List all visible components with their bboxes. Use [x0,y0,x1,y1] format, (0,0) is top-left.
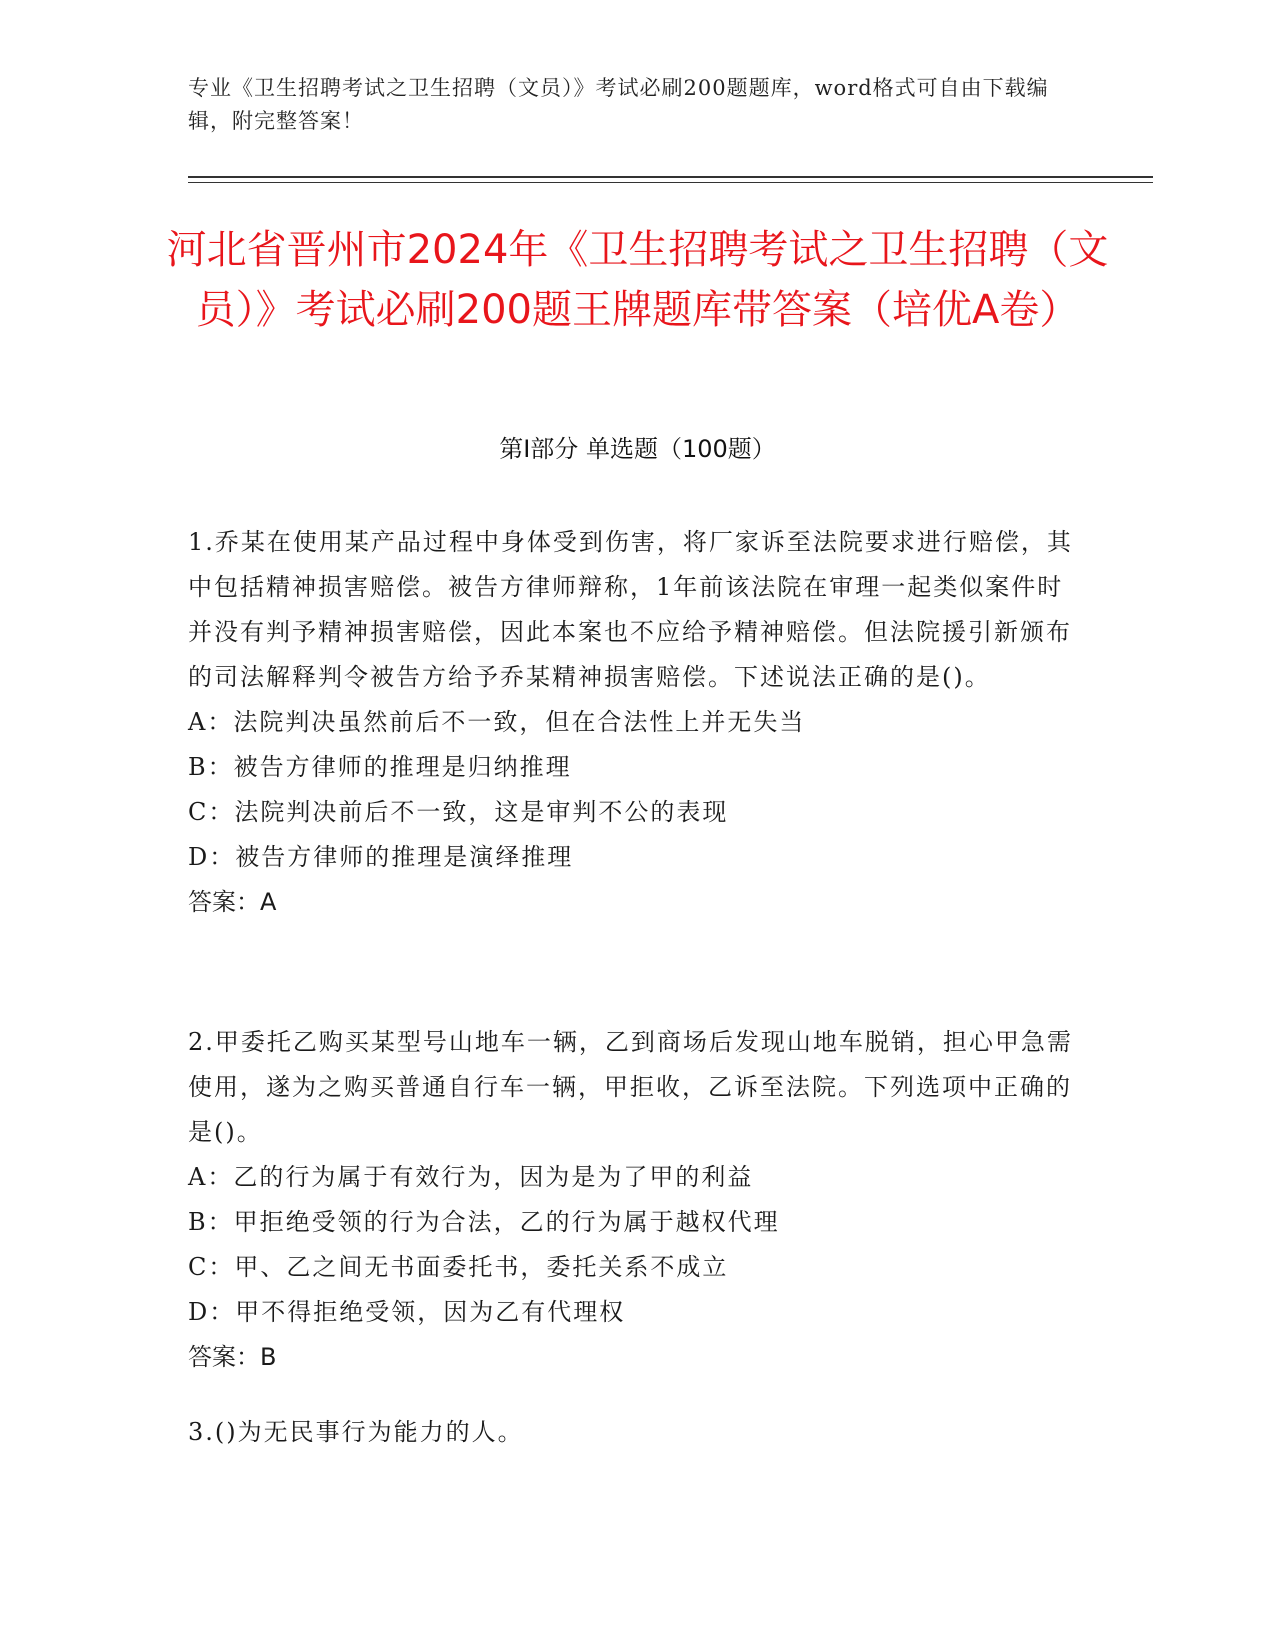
option-c: C：甲、乙之间无书面委托书，委托关系不成立 [188,1253,729,1281]
question-stem: 2.甲委托乙购买某型号山地车一辆，乙到商场后发现山地车脱销，担心甲急需使用，遂为之购买普通自行车一辆，甲拒收，乙诉至法院。下列选项中正确的是()。 [188,1028,1073,1146]
option-a: A：乙的行为属于有效行为，因为是为了甲的利益 [188,1163,754,1191]
option-a: A：法院判决虽然前后不一致，但在合法性上并无失当 [188,708,806,736]
option-b: B：被告方律师的推理是归纳推理 [188,753,572,781]
answer-label: 答案：B [188,1343,277,1371]
question-stem: 3.()为无民事行为能力的人。 [188,1418,524,1446]
question-block [188,1410,1073,1455]
answer-label: 答案：A [188,888,277,916]
option-c: C：法院判决前后不一致，这是审判不公的表现 [188,798,729,826]
option-d: D：被告方律师的推理是演绎推理 [188,843,574,871]
question-block [188,520,1073,925]
header-divider-thin [188,182,1153,183]
option-b: B：甲拒绝受领的行为合法，乙的行为属于越权代理 [188,1208,780,1236]
section-title: 第Ⅰ部分 单选题（100题） [499,435,776,463]
header-note: 专业《卫生招聘考试之卫生招聘（文员）》考试必刷200题题库，word格式可自由下载编辑，附完整答案！ [188,76,1049,133]
option-d: D：甲不得拒绝受领，因为乙有代理权 [188,1298,626,1326]
header-divider-thick [188,176,1153,178]
question-stem: 1.乔某在使用某产品过程中身体受到伤害，将厂家诉至法院要求进行赔偿，其中包括精神损害赔偿。被告方律师辩称，1年前该法院在审理一起类似案件时并没有判予精神损害赔偿，因此本案也不应给予精神赔偿。但法院援引新颁布的司法解释判令被告方给予乔某精神损害赔偿。下述说法正确的是()。 [188,528,1073,691]
document-title: 河北省晋州市2024年《卫生招聘考试之卫生招聘（文员）》考试必刷200题王牌题库带答案（培优A卷） [166,227,1109,333]
question-block [188,1020,1073,1380]
